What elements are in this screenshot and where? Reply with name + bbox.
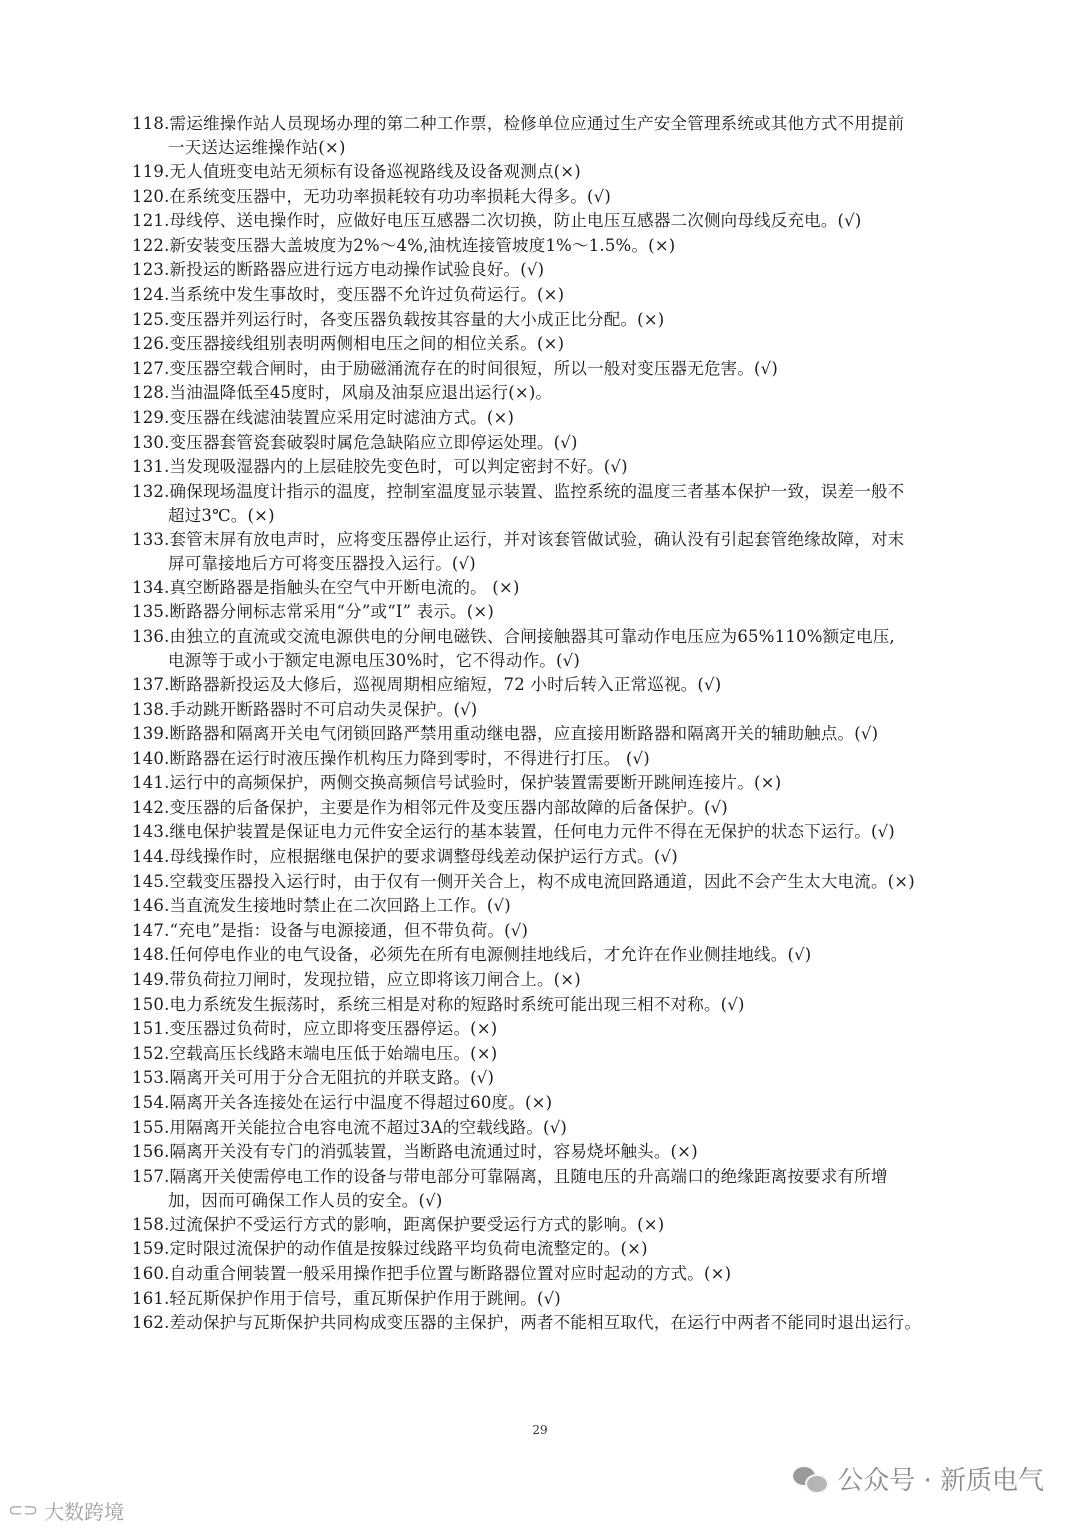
question-text: 任何停电作业的电气设备，必须先在所有电源侧挂地线后，才允许在作业侧挂地线。(√)	[169, 945, 812, 965]
question-number: 123.	[132, 260, 170, 280]
question-text: 变压器的后备保护，主要是作为相邻元件及变压器内部故障的后备保护。(√)	[169, 797, 728, 817]
question-text: 变压器在线滤油装置应采用定时滤油方式。(×)	[169, 407, 515, 427]
question-item	[132, 1165, 1012, 1213]
question-item	[132, 1311, 1012, 1336]
question-item	[132, 112, 1012, 160]
question-text: 断路器新投运及大修后，巡视周期相应缩短，72 小时后转入正常巡视。(√)	[169, 674, 722, 694]
question-continuation: 超过3℃。(×)	[168, 505, 275, 525]
question-number: 145.	[132, 871, 170, 891]
question-number: 161.	[132, 1288, 170, 1308]
question-number: 152.	[132, 1043, 170, 1063]
question-number: 122.	[132, 235, 170, 255]
question-text: 母线停、送电操作时，应做好电压互感器二次切换，防止电压互感器二次侧向母线反充电。(√)	[169, 211, 862, 231]
question-item	[132, 870, 1012, 895]
question-item	[132, 1017, 1012, 1042]
question-item	[132, 673, 1012, 698]
question-text: 变压器接线组别表明两侧相电压之间的相位关系。(×)	[169, 334, 565, 354]
wechat-icon	[793, 1465, 827, 1493]
question-item	[132, 185, 1012, 210]
question-item	[132, 258, 1012, 283]
question-text: 无人值班变电站无须标有设备巡视路线及设备观测点(×)	[169, 162, 581, 181]
question-text: 当发现吸湿器内的上层硅胶先变色时，可以判定密封不好。(√)	[169, 457, 628, 477]
question-number: 144.	[132, 847, 170, 867]
question-item	[132, 283, 1012, 308]
corner-watermark	[8, 1496, 124, 1525]
question-item	[132, 1042, 1012, 1067]
question-text: 手动跳开断路器时不可启动失灵保护。(√)	[169, 699, 478, 719]
question-text: 带负荷拉刀闸时，发现拉错，应立即将该刀闸合上。(×)	[169, 970, 581, 990]
question-number: 143.	[132, 822, 170, 842]
question-number: 126.	[132, 334, 170, 354]
question-item	[132, 600, 1012, 625]
question-item	[132, 993, 1012, 1018]
question-number: 121.	[132, 211, 170, 231]
question-item	[132, 234, 1012, 259]
question-item	[132, 431, 1012, 456]
question-item	[132, 1262, 1012, 1287]
question-item	[132, 771, 1012, 796]
question-number: 135.	[132, 602, 170, 622]
question-number: 159.	[132, 1239, 170, 1259]
question-text: 套管末屏有放电声时，应将变压器停止运行，并对该套管做试验，确认没有引起套管绝缘故障，对末	[169, 529, 905, 549]
question-number: 124.	[132, 284, 170, 304]
question-text: 当油温降低至45度时，风扇及油泵应退出运行(×)。	[169, 383, 553, 403]
question-number: 155.	[132, 1117, 170, 1137]
question-item	[132, 820, 1012, 845]
question-item	[132, 480, 1012, 528]
question-text: 隔离开关可用于分合无阻抗的并联支路。(√)	[169, 1068, 495, 1088]
question-text: 自动重合闸装置一般采用操作把手位置与断路器位置对应时起动的方式。(×)	[169, 1263, 732, 1283]
question-number: 158.	[132, 1214, 170, 1234]
question-item	[132, 160, 1012, 185]
watermark-text: 公众号 · 新质电气	[837, 1466, 1044, 1496]
question-number: 162.	[132, 1313, 170, 1333]
question-item	[132, 1140, 1012, 1165]
question-text: 隔离开关没有专门的消弧装置，当断路电流通过时，容易烧坏触头。(×)	[169, 1142, 698, 1162]
question-item	[132, 528, 1012, 576]
question-text: 断路器分闸标志常采用“分”或“I” 表示。(×)	[169, 602, 495, 622]
question-number: 125.	[132, 309, 170, 329]
question-text: 用隔离开关能拉合电容电流不超过3A的空载线路。(√)	[169, 1117, 568, 1137]
question-list	[132, 112, 1012, 1336]
question-number: 140.	[132, 748, 170, 768]
question-text: 定时限过流保护的动作值是按躲过线路平均负荷电流整定的。(×)	[169, 1239, 648, 1259]
question-number: 120.	[132, 186, 170, 206]
question-text: 隔离开关使需停电工作的设备与带电部分可靠隔离，且随电压的升高端口的绝缘距离按要求有所增	[169, 1166, 888, 1186]
question-text: “充电”是指：设备与电源接通，但不带负荷。(√)	[169, 920, 529, 940]
question-number: 127.	[132, 358, 170, 378]
question-item	[132, 209, 1012, 234]
question-text: 断路器和隔离开关电气闭锁回路严禁用重动继电器，应直接用断路器和隔离开关的辅助触点。(√)	[169, 724, 879, 744]
question-text: 过流保护不受运行方式的影响，距离保护要受运行方式的影响。(×)	[169, 1214, 665, 1234]
wechat-watermark	[793, 1460, 1044, 1497]
question-text: 需运维操作站人员现场办理的第二种工作票，检修单位应通过生产安全管理系统或其他方式不用提前	[169, 114, 905, 133]
question-item	[132, 1213, 1012, 1238]
question-item	[132, 308, 1012, 333]
question-continuation: 加，因而可确保工作人员的安全。(√)	[168, 1190, 443, 1210]
question-number: 156.	[132, 1142, 170, 1162]
question-number: 153.	[132, 1068, 170, 1088]
question-number: 119.	[132, 162, 170, 181]
question-number: 154.	[132, 1093, 170, 1112]
question-text: 差动保护与瓦斯保护共同构成变压器的主保护，两者不能相互取代，在运行中两者不能同时退出运行。	[169, 1313, 922, 1333]
question-text: 隔离开关各连接处在运行中温度不得超过60度。(×)	[169, 1093, 553, 1112]
question-item	[132, 576, 1012, 601]
question-number: 146.	[132, 896, 170, 916]
question-number: 134.	[132, 577, 170, 597]
question-text: 电力系统发生振荡时，系统三相是对称的短路时系统可能出现三相不对称。(√)	[169, 994, 745, 1014]
question-number: 136.	[132, 626, 170, 646]
question-text: 变压器空载合闸时，由于励磁涌流存在的时间很短，所以一般对变压器无危害。(√)	[169, 358, 779, 378]
question-number: 131.	[132, 457, 170, 477]
question-number: 133.	[132, 529, 170, 549]
question-item	[132, 796, 1012, 821]
question-text: 新投运的断路器应进行远方电动操作试验良好。(√)	[169, 260, 545, 280]
question-text: 空载变压器投入运行时，由于仅有一侧开关合上，构不成电流回路通道，因此不会产生太大电流。(×)	[169, 871, 915, 891]
question-item	[132, 943, 1012, 968]
page-number: 29	[532, 1423, 548, 1437]
question-text: 新安装变压器大盖坡度为2%～4%,油枕连接管坡度1%～1.5%。(×)	[169, 235, 676, 255]
question-item	[132, 1066, 1012, 1091]
question-continuation: 屏可靠接地后方可将变压器投入运行。(√)	[168, 553, 476, 573]
question-item	[132, 747, 1012, 772]
question-number: 149.	[132, 970, 170, 990]
question-item	[132, 332, 1012, 357]
corner-text: 大数跨境	[44, 1500, 125, 1524]
question-number: 138.	[132, 699, 170, 719]
question-text: 当直流发生接地时禁止在二次回路上工作。(√)	[169, 896, 511, 916]
question-number: 141.	[132, 773, 170, 793]
question-number: 118.	[132, 114, 170, 133]
question-item	[132, 455, 1012, 480]
link-icon: ⊂⊃	[8, 1500, 39, 1521]
question-number: 132.	[132, 481, 170, 501]
question-item	[132, 919, 1012, 944]
question-number: 150.	[132, 994, 170, 1014]
question-text: 确保现场温度计指示的温度，控制室温度显示装置、监控系统的温度三者基本保护一致，误差一般不	[169, 481, 905, 501]
question-number: 148.	[132, 945, 170, 965]
question-number: 128.	[132, 383, 170, 403]
question-text: 当系统中发生事故时，变压器不允许过负荷运行。(×)	[169, 284, 565, 304]
question-item	[132, 722, 1012, 747]
question-number: 160.	[132, 1263, 170, 1283]
question-number: 137.	[132, 674, 170, 694]
question-item	[132, 406, 1012, 431]
question-text: 断路器在运行时液压操作机构压力降到零时，不得进行打压。 (√)	[169, 748, 650, 768]
question-number: 147.	[132, 920, 170, 940]
question-item	[132, 1091, 1012, 1116]
question-text: 在系统变压器中，无功功率损耗较有功功率损耗大得多。(√)	[169, 186, 612, 206]
question-item	[132, 357, 1012, 382]
question-item	[132, 698, 1012, 723]
question-text: 空载高压长线路末端电压低于始端电压。(×)	[169, 1043, 498, 1063]
question-continuation: 一天送达运维操作站(×)	[168, 138, 346, 157]
question-item	[132, 1116, 1012, 1141]
question-number: 157.	[132, 1166, 170, 1186]
question-text: 轻瓦斯保护作用于信号，重瓦斯保护作用于跳闸。(√)	[169, 1288, 561, 1308]
question-text: 真空断路器是指触头在空气中开断电流的。 (×)	[169, 577, 520, 597]
question-text: 运行中的高频保护，两侧交换高频信号试验时，保护装置需要断开跳闸连接片。(×)	[169, 773, 782, 793]
question-item	[132, 625, 1012, 673]
question-item	[132, 1287, 1012, 1312]
question-item	[132, 1237, 1012, 1262]
question-number: 139.	[132, 724, 170, 744]
question-number: 151.	[132, 1019, 170, 1039]
question-text: 由独立的直流或交流电源供电的分闸电磁铁、合闸接触器其可靠动作电压应为65%110%额定电压,	[169, 626, 895, 646]
question-text: 变压器过负荷时，应立即将变压器停运。(×)	[169, 1019, 498, 1039]
question-item	[132, 968, 1012, 993]
question-number: 142.	[132, 797, 170, 817]
question-text: 母线操作时，应根据继电保护的要求调整母线差动保护运行方式。(√)	[169, 847, 678, 867]
question-item	[132, 845, 1012, 870]
question-text: 变压器并列运行时，各变压器负载按其容量的大小成正比分配。(×)	[169, 309, 665, 329]
question-number: 130.	[132, 432, 170, 452]
question-continuation: 电源等于或小于额定电源电压30%时，它不得动作。(√)	[168, 650, 580, 670]
question-text: 继电保护装置是保证电力元件安全运行的基本装置，任何电力元件不得在无保护的状态下运行。(√)	[169, 822, 895, 842]
question-number: 129.	[132, 407, 170, 427]
question-item	[132, 894, 1012, 919]
question-item	[132, 381, 1012, 406]
question-text: 变压器套管瓷套破裂时属危急缺陷应立即停运处理。(√)	[169, 432, 578, 452]
